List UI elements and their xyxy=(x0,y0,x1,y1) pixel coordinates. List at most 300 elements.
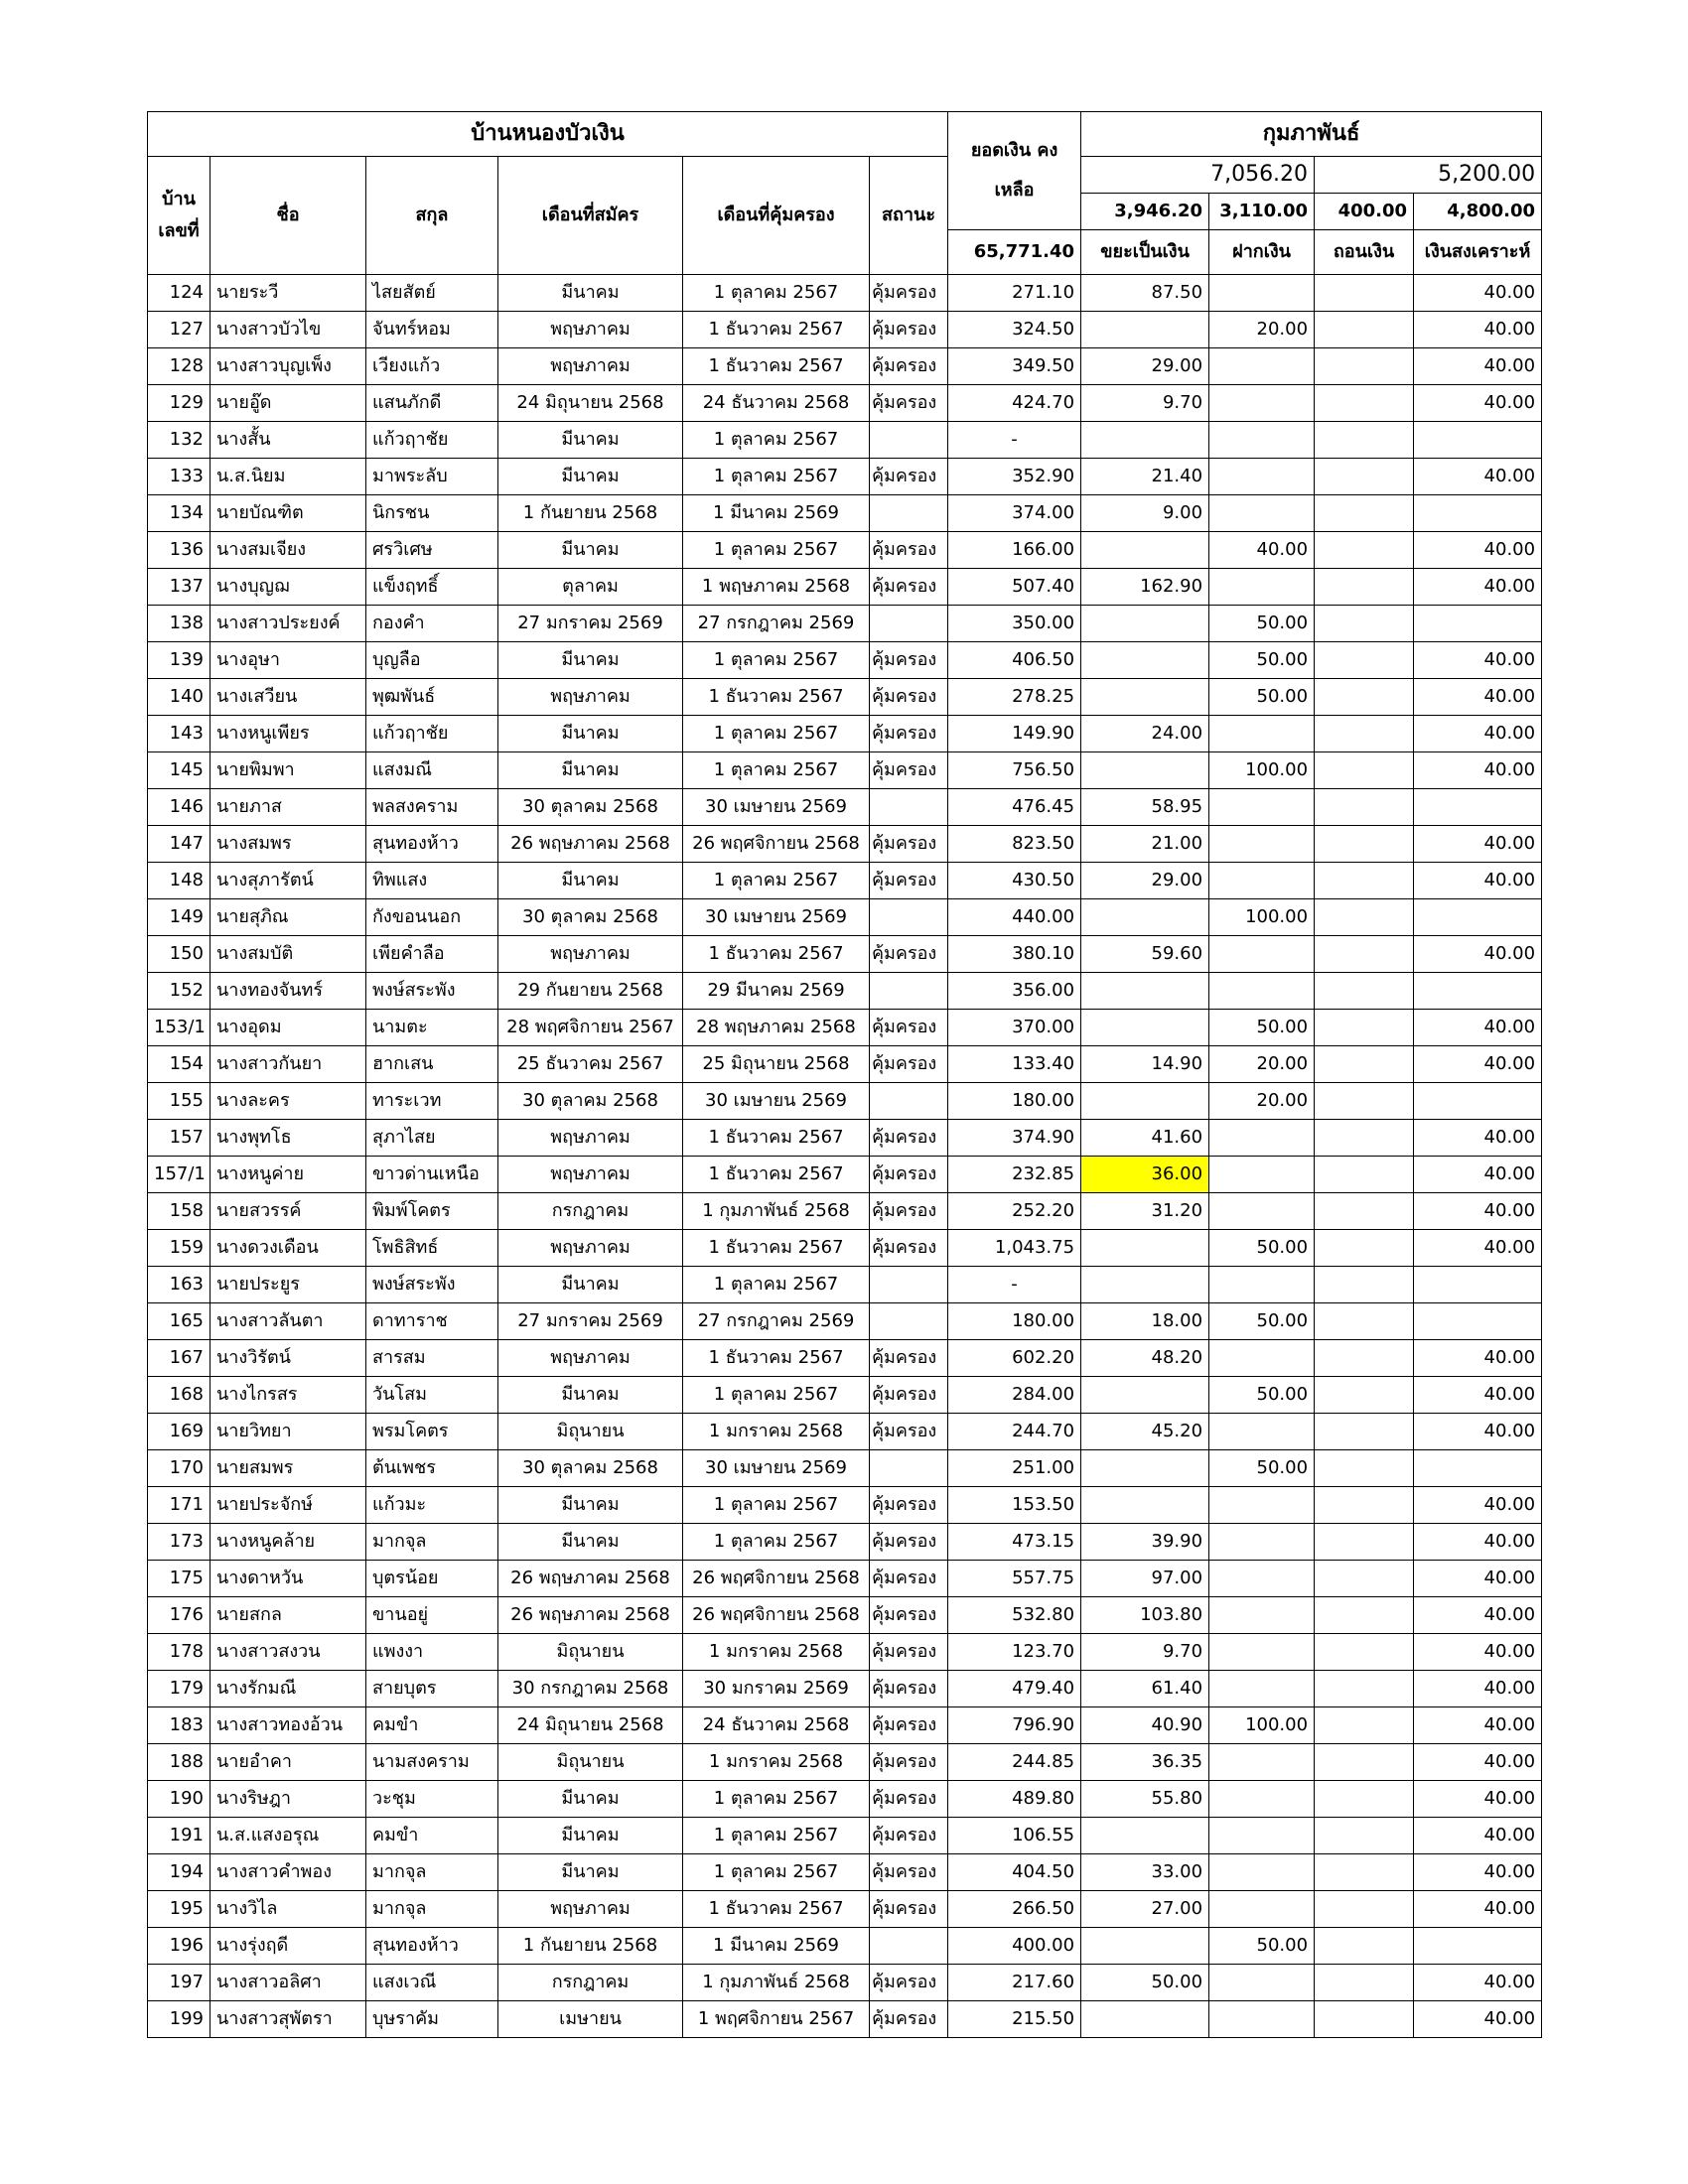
coverage-month-cell: 1 ธันวาคม 2567 xyxy=(683,1157,870,1193)
apply-month-cell: กรกฎาคม xyxy=(498,1965,683,2001)
col-deposit-header: ฝากเงิน xyxy=(1209,230,1315,275)
welfare-cell: 40.00 xyxy=(1414,2001,1542,2038)
name-cell: นางหนูค่าย xyxy=(211,1157,366,1193)
status-cell xyxy=(870,422,948,459)
status-cell xyxy=(870,606,948,642)
house-no-cell: 197 xyxy=(148,1965,211,2001)
withdraw-cell xyxy=(1315,1524,1414,1561)
welfare-cell: 40.00 xyxy=(1414,1487,1542,1524)
house-no-cell: 132 xyxy=(148,422,211,459)
deposit-cell: 100.00 xyxy=(1209,899,1315,936)
withdraw-cell xyxy=(1315,1891,1414,1928)
welfare-cell: 40.00 xyxy=(1414,1707,1542,1744)
name-cell: นางสาวสุพัตรา xyxy=(211,2001,366,2038)
group-total-2: 5,200.00 xyxy=(1315,157,1542,194)
withdraw-cell xyxy=(1315,1928,1414,1965)
surname-cell: แสงเวณี xyxy=(366,1965,498,2001)
surname-cell: ทาระเวท xyxy=(366,1083,498,1120)
coverage-month-cell: 1 ตุลาคม 2567 xyxy=(683,752,870,789)
welfare-cell: 40.00 xyxy=(1414,569,1542,606)
deposit-cell: 50.00 xyxy=(1209,1377,1315,1414)
apply-month-cell: กรกฎาคม xyxy=(498,1193,683,1230)
table-row xyxy=(148,348,1542,385)
waste-cell xyxy=(1081,532,1209,569)
name-cell: นางสาวบัวไข xyxy=(211,312,366,348)
name-cell: นางดาหวัน xyxy=(211,1561,366,1597)
status-cell: คุ้มครอง xyxy=(870,1744,948,1781)
coverage-month-cell: 1 ตุลาคม 2567 xyxy=(683,275,870,312)
status-cell: คุ้มครอง xyxy=(870,1634,948,1671)
welfare-cell xyxy=(1414,606,1542,642)
apply-month-cell: มิถุนายน xyxy=(498,1414,683,1450)
waste-cell: 162.90 xyxy=(1081,569,1209,606)
table-row xyxy=(148,275,1542,312)
table-row xyxy=(148,2001,1542,2038)
status-cell xyxy=(870,789,948,826)
deposit-cell xyxy=(1209,1781,1315,1818)
apply-month-cell: พฤษภาคม xyxy=(498,1891,683,1928)
coverage-month-cell: 1 ตุลาคม 2567 xyxy=(683,459,870,495)
status-cell xyxy=(870,1928,948,1965)
coverage-month-cell: 1 มกราคม 2568 xyxy=(683,1634,870,1671)
welfare-cell: 40.00 xyxy=(1414,1671,1542,1707)
deposit-cell xyxy=(1209,1854,1315,1891)
deposit-cell: 20.00 xyxy=(1209,1083,1315,1120)
withdraw-cell xyxy=(1315,1414,1414,1450)
status-cell: คุ้มครอง xyxy=(870,1671,948,1707)
coverage-month-cell: 1 กุมภาพันธ์ 2568 xyxy=(683,1193,870,1230)
name-cell: นายสมพร xyxy=(211,1450,366,1487)
welfare-cell xyxy=(1414,973,1542,1010)
apply-month-cell: พฤษภาคม xyxy=(498,312,683,348)
surname-cell: เวียงแก้ว xyxy=(366,348,498,385)
surname-cell: ฮากเสน xyxy=(366,1046,498,1083)
apply-month-cell: 30 กรกฎาคม 2568 xyxy=(498,1671,683,1707)
withdraw-cell xyxy=(1315,1597,1414,1634)
col-surname-header: สกุล xyxy=(366,157,498,275)
withdraw-cell xyxy=(1315,1744,1414,1781)
apply-month-cell: เมษายน xyxy=(498,2001,683,2038)
coverage-month-cell: 26 พฤศจิกายน 2568 xyxy=(683,826,870,863)
surname-cell: สารสม xyxy=(366,1340,498,1377)
name-cell: นางอุษา xyxy=(211,642,366,679)
house-no-cell: 128 xyxy=(148,348,211,385)
welfare-cell: 40.00 xyxy=(1414,459,1542,495)
deposit-cell: 50.00 xyxy=(1209,1230,1315,1267)
deposit-cell: 50.00 xyxy=(1209,679,1315,716)
house-no-cell: 175 xyxy=(148,1561,211,1597)
house-no-cell: 134 xyxy=(148,495,211,532)
surname-cell: ไสยสัตย์ xyxy=(366,275,498,312)
house-no-cell: 191 xyxy=(148,1818,211,1854)
balance-cell: 557.75 xyxy=(948,1561,1081,1597)
balance-cell: 349.50 xyxy=(948,348,1081,385)
apply-month-cell: 24 มิถุนายน 2568 xyxy=(498,385,683,422)
waste-cell xyxy=(1081,312,1209,348)
welfare-cell: 40.00 xyxy=(1414,1524,1542,1561)
waste-cell xyxy=(1081,1487,1209,1524)
status-cell xyxy=(870,1450,948,1487)
coverage-month-cell: 1 ธันวาคม 2567 xyxy=(683,1120,870,1157)
table-row xyxy=(148,1303,1542,1340)
withdraw-cell xyxy=(1315,275,1414,312)
balance-cell: 823.50 xyxy=(948,826,1081,863)
withdraw-cell xyxy=(1315,1634,1414,1671)
surname-cell: เพียคำลือ xyxy=(366,936,498,973)
savings-ledger-table xyxy=(147,111,1542,2038)
surname-cell: พงษ์สระพัง xyxy=(366,1267,498,1303)
balance-cell: 251.00 xyxy=(948,1450,1081,1487)
apply-month-cell: มีนาคม xyxy=(498,422,683,459)
waste-cell xyxy=(1081,679,1209,716)
balance-cell: 352.90 xyxy=(948,459,1081,495)
table-body xyxy=(148,275,1542,2038)
house-no-cell: 170 xyxy=(148,1450,211,1487)
house-no-cell: 158 xyxy=(148,1193,211,1230)
balance-cell: 430.50 xyxy=(948,863,1081,899)
apply-month-cell: มีนาคม xyxy=(498,1854,683,1891)
withdraw-cell xyxy=(1315,1193,1414,1230)
house-no-cell: 167 xyxy=(148,1340,211,1377)
balance-cell: 149.90 xyxy=(948,716,1081,752)
balance-cell: 106.55 xyxy=(948,1818,1081,1854)
withdraw-cell xyxy=(1315,1450,1414,1487)
welfare-cell: 40.00 xyxy=(1414,385,1542,422)
withdraw-cell xyxy=(1315,385,1414,422)
house-no-cell: 145 xyxy=(148,752,211,789)
status-cell: คุ้มครอง xyxy=(870,1340,948,1377)
waste-cell: 103.80 xyxy=(1081,1597,1209,1634)
deposit-cell: 40.00 xyxy=(1209,532,1315,569)
withdraw-cell xyxy=(1315,899,1414,936)
col-house-no-header: บ้าน เลขที่ xyxy=(148,157,211,275)
coverage-month-cell: 29 มีนาคม 2569 xyxy=(683,973,870,1010)
waste-cell: 31.20 xyxy=(1081,1193,1209,1230)
table-row xyxy=(148,1414,1542,1450)
surname-cell: แสนภักดี xyxy=(366,385,498,422)
deposit-cell xyxy=(1209,569,1315,606)
name-cell: นางไกรสร xyxy=(211,1377,366,1414)
sub-total-waste: 3,946.20 xyxy=(1081,194,1209,230)
house-no-cell: 150 xyxy=(148,936,211,973)
balance-cell: 252.20 xyxy=(948,1193,1081,1230)
house-no-cell: 196 xyxy=(148,1928,211,1965)
balance-cell: 489.80 xyxy=(948,1781,1081,1818)
apply-month-cell: 28 พฤศจิกายน 2567 xyxy=(498,1010,683,1046)
house-no-cell: 152 xyxy=(148,973,211,1010)
deposit-cell: 50.00 xyxy=(1209,1303,1315,1340)
table-row xyxy=(148,752,1542,789)
waste-cell: 18.00 xyxy=(1081,1303,1209,1340)
status-cell: คุ้มครอง xyxy=(870,1157,948,1193)
deposit-cell: 50.00 xyxy=(1209,1450,1315,1487)
welfare-cell: 40.00 xyxy=(1414,1818,1542,1854)
status-cell: คุ้มครอง xyxy=(870,1230,948,1267)
table-row xyxy=(148,569,1542,606)
balance-cell: 123.70 xyxy=(948,1634,1081,1671)
name-cell: นางรักมณี xyxy=(211,1671,366,1707)
surname-cell: พงษ์สระพัง xyxy=(366,973,498,1010)
withdraw-cell xyxy=(1315,1120,1414,1157)
withdraw-cell xyxy=(1315,679,1414,716)
surname-cell: คมขำ xyxy=(366,1707,498,1744)
withdraw-cell xyxy=(1315,1818,1414,1854)
welfare-cell: 40.00 xyxy=(1414,679,1542,716)
waste-cell: 29.00 xyxy=(1081,863,1209,899)
name-cell: นางสมบัติ xyxy=(211,936,366,973)
deposit-cell xyxy=(1209,1634,1315,1671)
name-cell: นางสาวทองอ้วน xyxy=(211,1707,366,1744)
table-row xyxy=(148,1377,1542,1414)
balance-cell: 180.00 xyxy=(948,1083,1081,1120)
welfare-cell: 40.00 xyxy=(1414,1157,1542,1193)
surname-cell: นามสงคราม xyxy=(366,1744,498,1781)
status-cell xyxy=(870,899,948,936)
waste-cell: 36.00 xyxy=(1081,1157,1209,1193)
house-no-cell: 138 xyxy=(148,606,211,642)
surname-cell: พิมพ์โคตร xyxy=(366,1193,498,1230)
waste-cell: 45.20 xyxy=(1081,1414,1209,1450)
coverage-month-cell: 26 พฤศจิกายน 2568 xyxy=(683,1597,870,1634)
table-row xyxy=(148,606,1542,642)
waste-cell: 61.40 xyxy=(1081,1671,1209,1707)
table-row xyxy=(148,312,1542,348)
name-cell: นางทองจันทร์ xyxy=(211,973,366,1010)
withdraw-cell xyxy=(1315,312,1414,348)
waste-cell xyxy=(1081,752,1209,789)
deposit-cell xyxy=(1209,275,1315,312)
name-cell: นางหนูเพียร xyxy=(211,716,366,752)
name-cell: นางสั้น xyxy=(211,422,366,459)
name-cell: น.ส.นิยม xyxy=(211,459,366,495)
surname-cell: วันโสม xyxy=(366,1377,498,1414)
status-cell xyxy=(870,973,948,1010)
welfare-cell xyxy=(1414,422,1542,459)
village-title: บ้านหนองบัวเงิน xyxy=(148,112,948,157)
deposit-cell xyxy=(1209,385,1315,422)
deposit-cell: 50.00 xyxy=(1209,642,1315,679)
welfare-cell: 40.00 xyxy=(1414,1414,1542,1450)
house-no-cell: 146 xyxy=(148,789,211,826)
table-row xyxy=(148,385,1542,422)
table-row xyxy=(148,863,1542,899)
surname-cell: แพงงา xyxy=(366,1634,498,1671)
surname-cell: บุษราคัม xyxy=(366,2001,498,2038)
deposit-cell: 50.00 xyxy=(1209,1010,1315,1046)
table-row xyxy=(148,826,1542,863)
welfare-cell xyxy=(1414,1303,1542,1340)
col-withdraw-header: ถอนเงิน xyxy=(1315,230,1414,275)
apply-month-cell: มีนาคม xyxy=(498,275,683,312)
status-cell xyxy=(870,495,948,532)
coverage-month-cell: 27 กรกฎาคม 2569 xyxy=(683,606,870,642)
welfare-cell xyxy=(1414,1083,1542,1120)
balance-cell: 232.85 xyxy=(948,1157,1081,1193)
apply-month-cell: 30 ตุลาคม 2568 xyxy=(498,1450,683,1487)
deposit-cell xyxy=(1209,789,1315,826)
house-no-cell: 188 xyxy=(148,1744,211,1781)
name-cell: นายบัณฑิต xyxy=(211,495,366,532)
balance-cell: 1,043.75 xyxy=(948,1230,1081,1267)
withdraw-cell xyxy=(1315,863,1414,899)
balance-cell: 400.00 xyxy=(948,1928,1081,1965)
surname-cell: สุภาไสย xyxy=(366,1120,498,1157)
status-cell: คุ้มครอง xyxy=(870,1781,948,1818)
col-balance-header: ยอดเงิน คงเหลือ xyxy=(948,112,1081,230)
surname-cell: โพธิสิทธ์ xyxy=(366,1230,498,1267)
coverage-month-cell: 1 ตุลาคม 2567 xyxy=(683,863,870,899)
name-cell: นางสาวลันตา xyxy=(211,1303,366,1340)
deposit-cell xyxy=(1209,495,1315,532)
table-row xyxy=(148,936,1542,973)
waste-cell xyxy=(1081,1083,1209,1120)
apply-month-cell: พฤษภาคม xyxy=(498,1340,683,1377)
status-cell: คุ้มครอง xyxy=(870,1561,948,1597)
col-waste-header: ขยะเป็นเงิน xyxy=(1081,230,1209,275)
apply-month-cell: มีนาคม xyxy=(498,642,683,679)
name-cell: น.ส.แสงอรุณ xyxy=(211,1818,366,1854)
coverage-month-cell: 1 ตุลาคม 2567 xyxy=(683,642,870,679)
table-row xyxy=(148,1193,1542,1230)
apply-month-cell: 27 มกราคม 2569 xyxy=(498,1303,683,1340)
coverage-month-cell: 1 พฤษภาคม 2568 xyxy=(683,569,870,606)
table-row xyxy=(148,1487,1542,1524)
month-header: กุมภาพันธ์ xyxy=(1081,112,1542,157)
withdraw-cell xyxy=(1315,422,1414,459)
status-cell: คุ้มครอง xyxy=(870,1414,948,1450)
house-no-cell: 165 xyxy=(148,1303,211,1340)
balance-cell: 404.50 xyxy=(948,1854,1081,1891)
welfare-cell: 40.00 xyxy=(1414,275,1542,312)
surname-cell: นามตะ xyxy=(366,1010,498,1046)
table-row xyxy=(148,1707,1542,1744)
table-row xyxy=(148,1083,1542,1120)
surname-cell: กังขอนนอก xyxy=(366,899,498,936)
deposit-cell xyxy=(1209,1891,1315,1928)
welfare-cell: 40.00 xyxy=(1414,1854,1542,1891)
coverage-month-cell: 27 กรกฎาคม 2569 xyxy=(683,1303,870,1340)
sub-total-deposit: 3,110.00 xyxy=(1209,194,1315,230)
waste-cell: 55.80 xyxy=(1081,1781,1209,1818)
status-cell: คุ้มครอง xyxy=(870,569,948,606)
surname-cell: คมขำ xyxy=(366,1818,498,1854)
name-cell: นายระวี xyxy=(211,275,366,312)
col-name-header: ชื่อ xyxy=(211,157,366,275)
withdraw-cell xyxy=(1315,1781,1414,1818)
withdraw-cell xyxy=(1315,2001,1414,2038)
coverage-month-cell: 1 ตุลาคม 2567 xyxy=(683,1267,870,1303)
status-cell: คุ้มครอง xyxy=(870,1818,948,1854)
table-row xyxy=(148,1046,1542,1083)
house-no-cell: 157/1 xyxy=(148,1157,211,1193)
deposit-cell xyxy=(1209,1561,1315,1597)
withdraw-cell xyxy=(1315,1303,1414,1340)
surname-cell: สายบุตร xyxy=(366,1671,498,1707)
surname-cell: ศรวิเศษ xyxy=(366,532,498,569)
welfare-cell: 40.00 xyxy=(1414,752,1542,789)
table-row xyxy=(148,1450,1542,1487)
withdraw-cell xyxy=(1315,1671,1414,1707)
coverage-month-cell: 24 ธันวาคม 2568 xyxy=(683,385,870,422)
surname-cell: บุญลือ xyxy=(366,642,498,679)
house-no-cell: 139 xyxy=(148,642,211,679)
table-row xyxy=(148,1781,1542,1818)
apply-month-cell: 24 มิถุนายน 2568 xyxy=(498,1707,683,1744)
col-apply-month-header: เดือนที่สมัคร xyxy=(498,157,683,275)
house-no-cell: 178 xyxy=(148,1634,211,1671)
withdraw-cell xyxy=(1315,1854,1414,1891)
name-cell: นางริษฎา xyxy=(211,1781,366,1818)
waste-cell: 39.90 xyxy=(1081,1524,1209,1561)
name-cell: นางละคร xyxy=(211,1083,366,1120)
surname-cell: แข็งฤทธิ์ xyxy=(366,569,498,606)
house-no-cell: 168 xyxy=(148,1377,211,1414)
surname-cell: มากจุล xyxy=(366,1891,498,1928)
table-row xyxy=(148,1634,1542,1671)
coverage-month-cell: 26 พฤศจิกายน 2568 xyxy=(683,1561,870,1597)
withdraw-cell xyxy=(1315,606,1414,642)
name-cell: นางสาวอลิศา xyxy=(211,1965,366,2001)
surname-cell: กองคำ xyxy=(366,606,498,642)
surname-cell: สุนทองห้าว xyxy=(366,1928,498,1965)
apply-month-cell: 27 มกราคม 2569 xyxy=(498,606,683,642)
coverage-month-cell: 30 เมษายน 2569 xyxy=(683,789,870,826)
coverage-month-cell: 1 ธันวาคม 2567 xyxy=(683,1230,870,1267)
name-cell: นางวิไล xyxy=(211,1891,366,1928)
name-cell: นางดวงเดือน xyxy=(211,1230,366,1267)
house-no-cell: 173 xyxy=(148,1524,211,1561)
table-row xyxy=(148,1891,1542,1928)
deposit-cell: 100.00 xyxy=(1209,752,1315,789)
waste-cell: 41.60 xyxy=(1081,1120,1209,1157)
withdraw-cell xyxy=(1315,716,1414,752)
coverage-month-cell: 1 ตุลาคม 2567 xyxy=(683,1487,870,1524)
table-row xyxy=(148,1561,1542,1597)
house-no-cell: 149 xyxy=(148,899,211,936)
col-welfare-header: เงินสงเคราะห์ xyxy=(1414,230,1542,275)
apply-month-cell: 26 พฤษภาคม 2568 xyxy=(498,1597,683,1634)
apply-month-cell: มีนาคม xyxy=(498,716,683,752)
house-no-cell: 155 xyxy=(148,1083,211,1120)
coverage-month-cell: 1 มีนาคม 2569 xyxy=(683,495,870,532)
balance-cell: - xyxy=(948,1267,1081,1303)
apply-month-cell: มีนาคม xyxy=(498,1818,683,1854)
balance-cell: 244.70 xyxy=(948,1414,1081,1450)
withdraw-cell xyxy=(1315,752,1414,789)
apply-month-cell: พฤษภาคม xyxy=(498,1230,683,1267)
surname-cell: ดาทาราช xyxy=(366,1303,498,1340)
welfare-cell: 40.00 xyxy=(1414,1046,1542,1083)
table-header xyxy=(148,112,1542,275)
table-row xyxy=(148,1597,1542,1634)
house-no-cell: 136 xyxy=(148,532,211,569)
name-cell: นายอำคา xyxy=(211,1744,366,1781)
welfare-cell xyxy=(1414,1450,1542,1487)
balance-cell: 374.90 xyxy=(948,1120,1081,1157)
balance-cell: - xyxy=(948,422,1081,459)
deposit-cell xyxy=(1209,1597,1315,1634)
balance-cell: 180.00 xyxy=(948,1303,1081,1340)
name-cell: นายประยูร xyxy=(211,1267,366,1303)
house-no-cell: 190 xyxy=(148,1781,211,1818)
apply-month-cell: 26 พฤษภาคม 2568 xyxy=(498,1561,683,1597)
apply-month-cell: พฤษภาคม xyxy=(498,348,683,385)
table-row xyxy=(148,1965,1542,2001)
waste-cell: 14.90 xyxy=(1081,1046,1209,1083)
balance-cell: 284.00 xyxy=(948,1377,1081,1414)
waste-cell xyxy=(1081,899,1209,936)
name-cell: นายอู๊ด xyxy=(211,385,366,422)
